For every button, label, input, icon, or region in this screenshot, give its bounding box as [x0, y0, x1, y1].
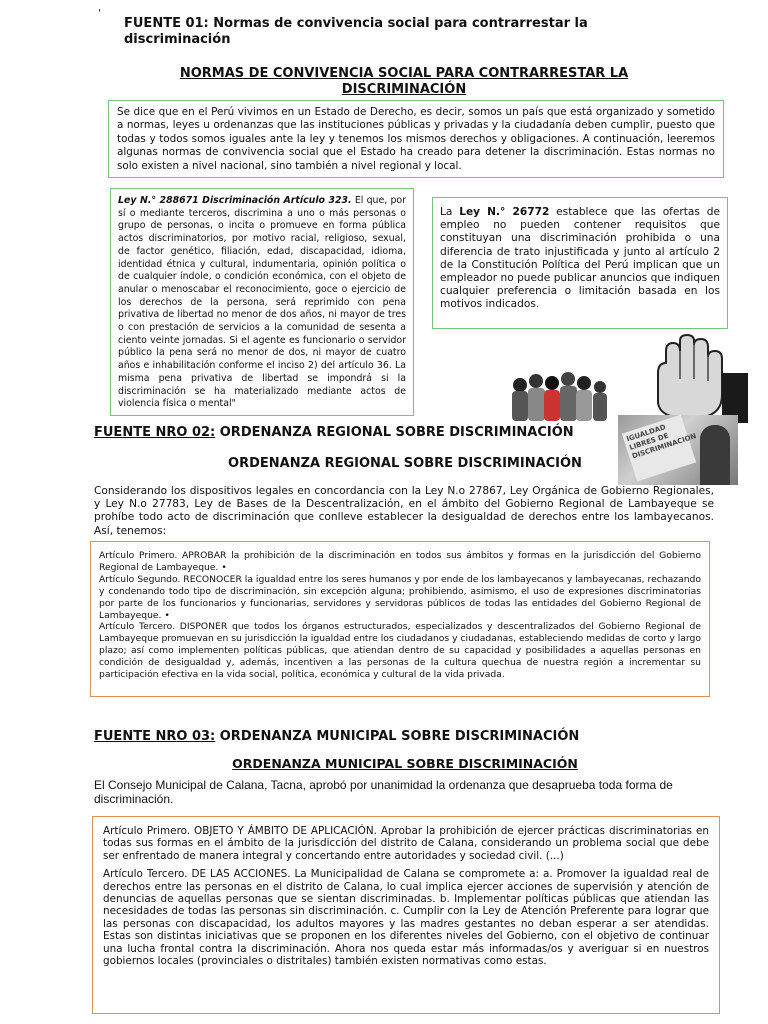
- fuente3-art1: Artículo Primero. OBJETO Y ÁMBITO DE APLICACIÓN. Aprobar la prohibición de ejercer prácticas discriminatorias en todas sus formas en el ámbito de la jurisdicción del distrito de Calana, considerando un problema social que debe ser enfrentado de manera integral y concertando entre autoridades y sociedad civil. (...): [103, 825, 709, 862]
- fuente3-intro: El Consejo Municipal de Calana, Tacna, aprobó por unanimidad la ordenanza que desaprueba toda forma de discriminación.: [94, 778, 673, 806]
- fuente3-header: [94, 729, 694, 745]
- fuente1-intro: Se dice que en el Perú vivimos en un Estado de Derecho, es decir, somos un país que está organizado y sometido a normas, leyes u ordenanzas que las instituciones públicas y privadas y la ciudadanía deben cumplir, puesto que todas y todos somos iguales ante la ley y tenemos los mismos derechos y obligaciones. A continuación, leeremos algunas normas de convivencia social que el Estado ha creado para detener la discriminación. Estas normas no solo existen a nivel nacional, sino también a nivel regional y local.: [117, 106, 715, 172]
- fuente1-title-line1: NORMAS DE CONVIVENCIA SOCIAL PARA CONTRARRESTAR LA: [179, 66, 629, 81]
- fuente2-art2: Artículo Segundo. RECONOCER la igualdad entre los seres humanos y por ende de los lambayecanos y lambayecanas, rechazando y condenando todo tipo de discriminación, sin excepción alguna; prohibiendo, asimismo, el uso de expresiones discriminatorias por parte de los funcionarios y funcionarias, servidores y servidoras públicos de todas las entidades del Gobierno Regional de Lambayeque. •: [99, 573, 701, 621]
- ley-288671-title: Ley N.° 288671 Discriminación Artículo 323.: [118, 195, 352, 206]
- fuente1-title-line2: DISCRIMINACIÓN: [341, 82, 467, 97]
- fuente2-header-prefix: FUENTE NRO 02:: [94, 425, 216, 440]
- fuente2-intro: Considerando los dispositivos legales en concordancia con la Ley N.o 27867, Ley Orgánica de Gobierno Regionales, y Ley N.o 27783, Ley de Bases de la Descentralización, en el ámbito del Gobierno Regional de Lambayeque se prohíbe todo acto de discriminación que conlleve establecer la desigualdad de derechos entre los lambayecanos. Así, tenemos:: [94, 485, 714, 537]
- fuente3-header-prefix: FUENTE NRO 03:: [94, 729, 216, 744]
- fuente3-articles-box: [92, 816, 720, 1014]
- ley-288671-box: [110, 188, 414, 416]
- fuente3-header-text: ORDENANZA MUNICIPAL SOBRE DISCRIMINACIÓN: [215, 729, 580, 744]
- page-mark: ': [98, 8, 101, 19]
- protester-silhouette: [700, 425, 730, 485]
- protest-sign: IGUALDAD LIBRES DE DISCRIMINACION: [622, 415, 696, 481]
- fuente3-art3: Artículo Tercero. DE LAS ACCIONES. La Municipalidad de Calana se compromete a: a. Promover la igualdad real de derechos entre las personas en el distrito de Calana, lo cual implica ejercer acciones de supervisión y atención de denuncias de aquellas personas que se sientan discriminadas. b. Implementar políticas públicas que atiendan las necesidades de todas las personas sin discriminación. c. Cumplir con la Ley de Atención Preferente para lograr que las personas con discapacidad, los adultos mayores y las madres gestantes no deban esperar a ser atendidas. Estas son distintas iniciativas que se proponen en los diferentes niveles del Gobierno, con el objetivo de continuar una lucha frontal contra la discriminación. Ahora nos queda estar más informadas/os y averiguar si en nuestros gobiernos locales (provinciales o distritales) también existen normativas como estas.: [103, 868, 709, 968]
- ley-288671-body: El que, por sí o mediante terceros, discrimina a uno o más personas o grupo de personas, o incita o promueve en forma pública actos discriminatorios, por motivo racial, religioso, sexual, de factor genético, filiación, edad, discapacidad, idioma, identidad étnica y cultural, indumentaria, opinión política o de cualquier índole, o condición económica, con el objeto de anular o menoscabar el reconocimiento, goce o ejercicio de los derechos de la persona, será reprimido con pena privativa de libertad no menor de dos años, ni mayor de tres o con prestación de servicios a la comunidad de sesenta a ciento veinte jornadas. Si el agente es funcionario o servidor público la pena será no menor de dos, ni mayor de cuatro años e inhabilitación conforme el inciso 2) del artículo 36. La misma pena privativa de libertad se impondrá si la discriminación se ha materializado mediante actos de violencia física o mental": [118, 195, 406, 410]
- stop-hand-icon: [644, 333, 748, 423]
- fuente3-title: ORDENANZA MUNICIPAL SOBRE DISCRIMINACIÓN: [232, 756, 578, 771]
- fuente2-art3: Artículo Tercero. DISPONER que todos los órganos estructurados, especializados y descentralizados del Gobierno Regional de Lambayeque promuevan en su jurisdicción la igualdad entre los ciudadanos y ciudadanas, estableciendo medidas de corto y largo plazo; así como implementen políticas públicas, que atiendan dentro de su capacidad y posibilidades a aquellas personas en condición de desigualdad y, además, incentiven a las personas de la cultura quechua de nuestra región a incrementar su participación efectiva en la vida social, política, económica y cultural de la vida privada.: [99, 621, 701, 681]
- fuente1-header: FUENTE 01: Normas de convivencia social para contrarrestar la discriminación: [124, 16, 588, 47]
- protest-photo: [618, 415, 738, 485]
- ley-288671-text: [118, 195, 406, 411]
- fuente1-title: [150, 66, 658, 98]
- fuente2-header-text: ORDENANZA REGIONAL SOBRE DISCRIMINACIÓN: [215, 425, 574, 440]
- fuente1-intro-box: [108, 100, 724, 178]
- ley-26772-title: Ley N.° 26772: [459, 206, 550, 218]
- ley-26772-body: establece que las ofertas de empleo no pueden contener requisitos que constituyan una discriminación prohibida o una diferencia de trato injustificada y junto al artículo 2 de la Constitución Política del Perú implican que un empleador no puede publicar anuncios que indiquen cualquier preferencia o limitación basada en los motivos indicados.: [440, 206, 720, 311]
- fuente2-articles-box: [90, 541, 710, 697]
- stop-discrimination-illustration: [508, 333, 748, 423]
- crowd-image: [508, 369, 608, 421]
- fuente2-art1: Artículo Primero. APROBAR la prohibición de la discriminación en todos sus ámbitos y formas en la jurisdicción del Gobierno Regional de Lambayeque. •: [99, 550, 701, 573]
- ley-26772-box: [432, 197, 728, 329]
- ley-26772-text: [440, 206, 720, 312]
- ley-26772-pre: La: [440, 206, 460, 218]
- fuente2-header: [94, 425, 694, 441]
- fuente2-title: ORDENANZA REGIONAL SOBRE DISCRIMINACIÓN: [228, 456, 582, 471]
